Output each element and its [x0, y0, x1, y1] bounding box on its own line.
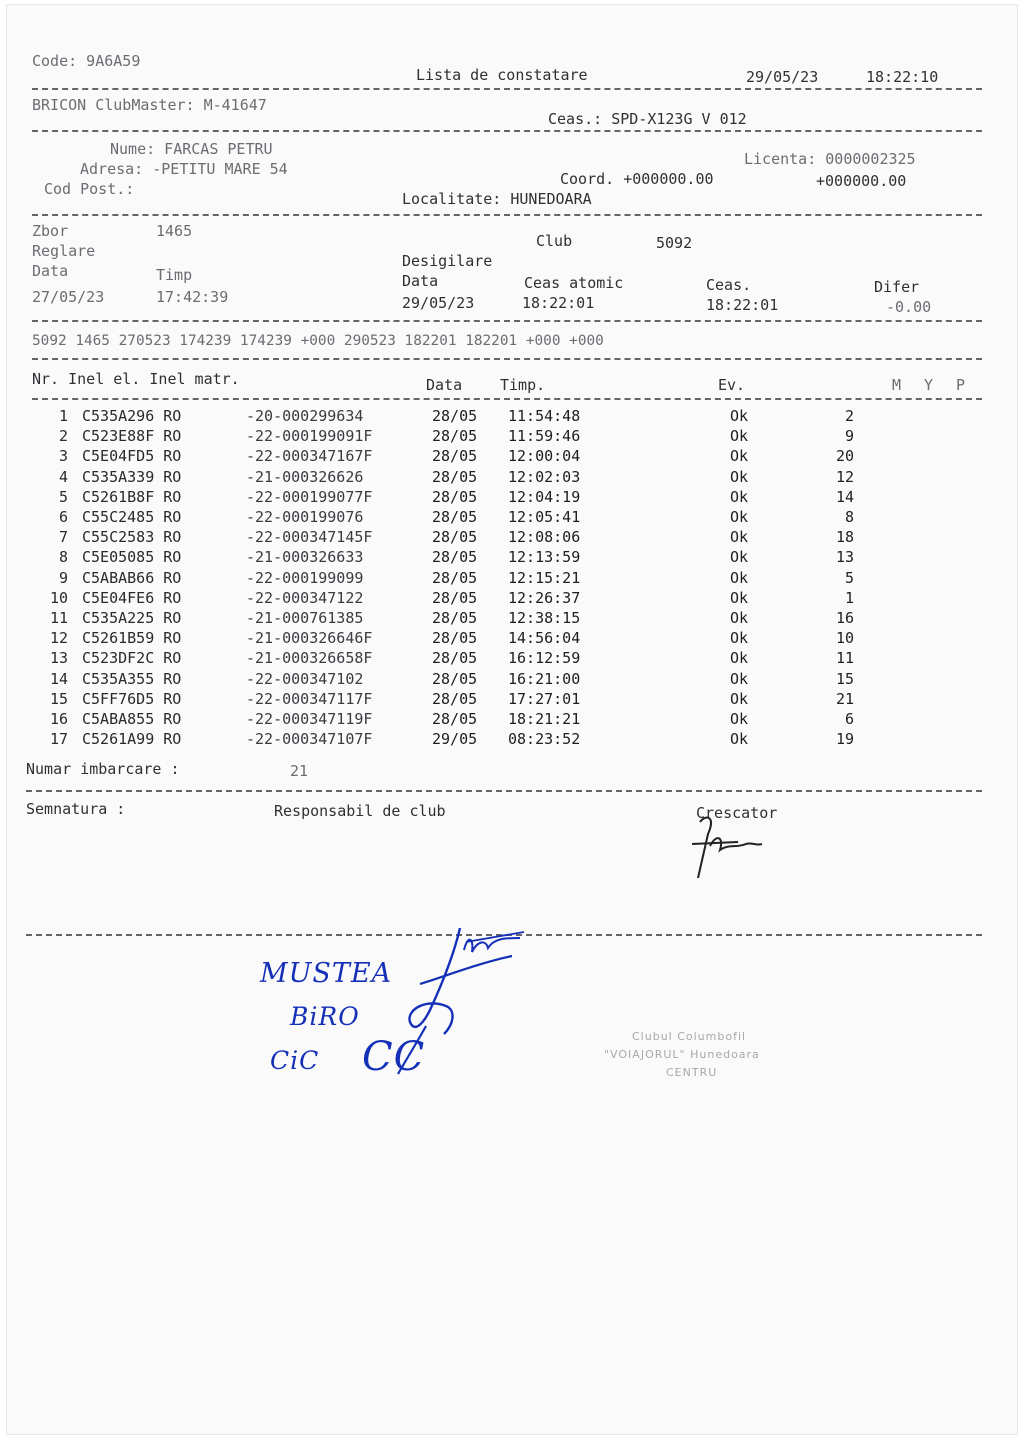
difference-label: Difer: [874, 278, 920, 296]
arrival-date: 28/05: [432, 669, 478, 688]
event-status: Ok: [730, 649, 749, 668]
print-time: 18:22:10: [866, 68, 939, 86]
registration-ring: -22-000347102: [246, 669, 364, 688]
clock-id: Ceas.: SPD-X123G V 012: [548, 110, 747, 128]
column-header-m: M: [892, 376, 902, 394]
arrival-date: 28/05: [432, 629, 478, 648]
arrival-time: 12:26:37: [508, 588, 581, 607]
club-stamp-line-3: CENTRU: [666, 1066, 718, 1079]
row-number: 6: [58, 508, 68, 526]
arrival-date: 28/05: [432, 548, 478, 567]
clock-label: Ceas.: [706, 276, 752, 294]
row-number: 1: [58, 407, 68, 425]
electronic-ring: C535A296 RO: [82, 407, 182, 425]
event-status: Ok: [730, 588, 749, 607]
arrival-date: 28/05: [432, 689, 478, 708]
arrival-date: 28/05: [432, 710, 478, 728]
device-model: BRICON ClubMaster: M-41647: [32, 96, 267, 114]
coordinates-lon: +000000.00: [816, 172, 907, 190]
event-status: Ok: [730, 629, 749, 648]
event-status: Ok: [730, 528, 749, 547]
arrival-date: 28/05: [432, 447, 478, 466]
electronic-ring: C55C2485 RO: [82, 508, 182, 526]
position-number: 11: [835, 649, 854, 668]
column-header-p: P: [956, 376, 966, 394]
registration-ring: -22-000347167F: [246, 447, 373, 466]
electronic-ring: C5261A99 RO: [82, 730, 182, 749]
registration-ring: -20-000299634: [246, 407, 364, 425]
flight-number: 1465: [156, 222, 193, 240]
separator: [26, 790, 982, 792]
arrival-time: 16:12:59: [508, 649, 581, 668]
position-number: 15: [835, 669, 854, 688]
row-number: 7: [58, 528, 68, 547]
summary-code-line: 5092 1465 270523 174239 174239 +000 290523 182201 182201 +000 +000: [32, 333, 604, 349]
registration-ring: -21-000326633: [246, 548, 364, 567]
position-number: 12: [835, 467, 854, 486]
position-number: 6: [844, 710, 854, 728]
handwritten-initials: CC: [362, 1034, 426, 1080]
position-number: 5: [844, 568, 854, 587]
electronic-ring: C5ABA855 RO: [82, 710, 182, 728]
club-stamp-line-2: "VOIAJORUL" Hunedoara: [604, 1048, 760, 1061]
coordinates-lat: Coord. +000000.00: [560, 170, 714, 188]
difference-value: -0.00: [886, 298, 932, 316]
electronic-ring: C5ABAB66 RO: [82, 568, 182, 587]
registration-ring: -22-000347119F: [246, 710, 373, 728]
device-code: Code: 9A6A59: [32, 52, 141, 70]
event-status: Ok: [730, 447, 749, 466]
row-number: 10: [49, 588, 68, 607]
arrival-time: 11:54:48: [508, 407, 581, 425]
position-number: 21: [835, 689, 854, 708]
position-number: 19: [835, 730, 854, 749]
electronic-ring: C55C2583 RO: [82, 528, 182, 547]
row-number: 4: [58, 467, 68, 486]
handwritten-cic: CiC: [270, 1046, 320, 1075]
arrival-time: 17:27:01: [508, 689, 581, 708]
row-number: 3: [58, 447, 68, 466]
receipt-page: [6, 4, 1018, 1435]
owner-address: Adresa: -PETITU MARE 54: [80, 160, 288, 178]
registration-ring: -22-000347107F: [246, 730, 373, 749]
postal-code: Cod Post.:: [44, 180, 135, 198]
registration-ring: -22-000199091F: [246, 427, 373, 446]
electronic-ring: C535A339 RO: [82, 467, 182, 486]
column-header-event: Ev.: [718, 376, 746, 394]
event-status: Ok: [730, 568, 749, 587]
event-status: Ok: [730, 710, 749, 728]
unsealing-label: Desigilare: [402, 252, 493, 270]
arrival-date: 28/05: [432, 407, 478, 425]
electronic-ring: C535A225 RO: [82, 609, 182, 627]
arrival-time: 18:21:21: [508, 710, 581, 728]
row-number: 16: [49, 710, 68, 728]
arrival-time: 12:00:04: [508, 447, 581, 466]
arrival-time: 12:05:41: [508, 508, 581, 526]
position-number: 10: [835, 629, 854, 648]
license: Licenta: 0000002325: [744, 150, 916, 168]
arrival-date: 28/05: [432, 467, 478, 486]
arrival-date: 28/05: [432, 568, 478, 587]
event-status: Ok: [730, 548, 749, 567]
row-number: 8: [58, 548, 68, 567]
electronic-ring: C5E04FE6 RO: [82, 588, 182, 607]
position-number: 8: [844, 508, 854, 526]
unsealing-date: 29/05/23: [402, 294, 475, 312]
arrival-time: 12:08:06: [508, 528, 581, 547]
position-number: 1: [844, 588, 854, 607]
event-status: Ok: [730, 689, 749, 708]
arrival-time: 12:13:59: [508, 548, 581, 567]
event-status: Ok: [730, 407, 749, 425]
row-number: 13: [49, 649, 68, 668]
separator: [32, 130, 982, 132]
breeder-signature: [686, 804, 786, 884]
event-status: Ok: [730, 508, 749, 526]
row-number: 11: [49, 609, 68, 627]
registration-ring: -21-000326658F: [246, 649, 373, 668]
setting-label: Reglare: [32, 242, 96, 260]
electronic-ring: C5FF76D5 RO: [82, 689, 182, 708]
column-header-date: Data: [426, 376, 463, 394]
registration-ring: -21-000326646F: [246, 629, 373, 648]
arrival-date: 28/05: [432, 487, 478, 506]
arrival-date: 28/05: [432, 649, 478, 668]
electronic-ring: C5261B59 RO: [82, 629, 182, 648]
column-header-time: Timp.: [500, 376, 546, 394]
electronic-ring: C523DF2C RO: [82, 649, 182, 668]
event-status: Ok: [730, 609, 749, 627]
separator: [32, 398, 982, 400]
position-number: 14: [835, 487, 854, 506]
handwritten-name: MUSTEA: [260, 958, 393, 989]
setting-time: 17:42:39: [156, 288, 229, 306]
arrival-date: 28/05: [432, 427, 478, 446]
row-number: 2: [58, 427, 68, 446]
position-number: 20: [835, 447, 854, 466]
separator: [32, 358, 982, 360]
event-status: Ok: [730, 427, 749, 446]
handwritten-role: BiRO: [290, 1002, 360, 1031]
breeder-label: Crescator: [696, 804, 778, 822]
electronic-ring: C5E05085 RO: [82, 548, 182, 567]
club-label: Club: [536, 232, 573, 250]
registration-ring: -22-000347117F: [246, 689, 373, 708]
registration-ring: -21-000326626: [246, 467, 364, 486]
locality: Localitate: HUNEDOARA: [402, 190, 592, 208]
row-number: 15: [49, 689, 68, 708]
row-number: 5: [58, 487, 68, 506]
arrival-date: 28/05: [432, 528, 478, 547]
clock-time: 18:22:01: [706, 296, 779, 314]
arrival-date: 28/05: [432, 588, 478, 607]
arrival-time: 14:56:04: [508, 629, 581, 648]
event-status: Ok: [730, 467, 749, 486]
column-header-y: Y: [924, 376, 934, 394]
setting-time-label: Timp: [156, 266, 193, 284]
flight-label: Zbor: [32, 222, 69, 240]
row-number: 14: [49, 669, 68, 688]
owner-name: Nume: FARCAS PETRU: [110, 140, 273, 158]
event-status: Ok: [730, 487, 749, 506]
position-number: 2: [844, 407, 854, 425]
club-responsible-label: Responsabil de club: [274, 802, 446, 820]
arrival-time: 11:59:46: [508, 427, 581, 446]
atomic-clock-label: Ceas atomic: [524, 274, 624, 292]
arrival-time: 08:23:52: [508, 730, 581, 749]
position-number: 16: [835, 609, 854, 627]
row-number: 9: [58, 568, 68, 587]
position-number: 18: [835, 528, 854, 547]
arrival-time: 12:15:21: [508, 568, 581, 587]
event-status: Ok: [730, 730, 749, 749]
electronic-ring: C5E04FD5 RO: [82, 447, 182, 466]
arrival-date: 28/05: [432, 508, 478, 526]
document-title: Lista de constatare: [416, 66, 588, 84]
row-number: 12: [49, 629, 68, 648]
row-number: 17: [49, 730, 68, 749]
setting-date-label: Data: [32, 262, 69, 280]
electronic-ring: C535A355 RO: [82, 669, 182, 688]
signature-label: Semnatura :: [26, 800, 126, 818]
registration-ring: -22-000199077F: [246, 487, 373, 506]
separator: [32, 88, 982, 90]
arrival-time: 16:21:00: [508, 669, 581, 688]
position-number: 13: [835, 548, 854, 567]
registration-ring: -22-000347145F: [246, 528, 373, 547]
boarding-count: 21: [290, 762, 309, 780]
event-status: Ok: [730, 669, 749, 688]
club-stamp-line-1: Clubul Columbofil: [632, 1030, 747, 1043]
arrival-time: 12:02:03: [508, 467, 581, 486]
electronic-ring: C5261B8F RO: [82, 487, 182, 506]
separator: [32, 214, 982, 216]
separator: [32, 320, 982, 322]
registration-ring: -22-000199099: [246, 568, 364, 587]
arrival-date: 28/05: [432, 609, 478, 627]
arrival-time: 12:38:15: [508, 609, 581, 627]
print-date: 29/05/23: [746, 68, 819, 86]
arrival-date: 29/05: [432, 730, 478, 749]
club-number: 5092: [656, 234, 693, 252]
position-number: 9: [844, 427, 854, 446]
registration-ring: -22-000347122: [246, 588, 364, 607]
column-header-rings: Nr. Inel el. Inel matr.: [32, 370, 240, 388]
setting-date: 27/05/23: [32, 288, 105, 306]
registration-ring: -22-000199076: [246, 508, 364, 526]
atomic-clock-time: 18:22:01: [522, 294, 595, 312]
electronic-ring: C523E88F RO: [82, 427, 182, 446]
unsealing-date-label: Data: [402, 272, 439, 290]
arrival-time: 12:04:19: [508, 487, 581, 506]
registration-ring: -21-000761385: [246, 609, 364, 627]
boarding-count-label: Numar imbarcare :: [26, 760, 180, 778]
